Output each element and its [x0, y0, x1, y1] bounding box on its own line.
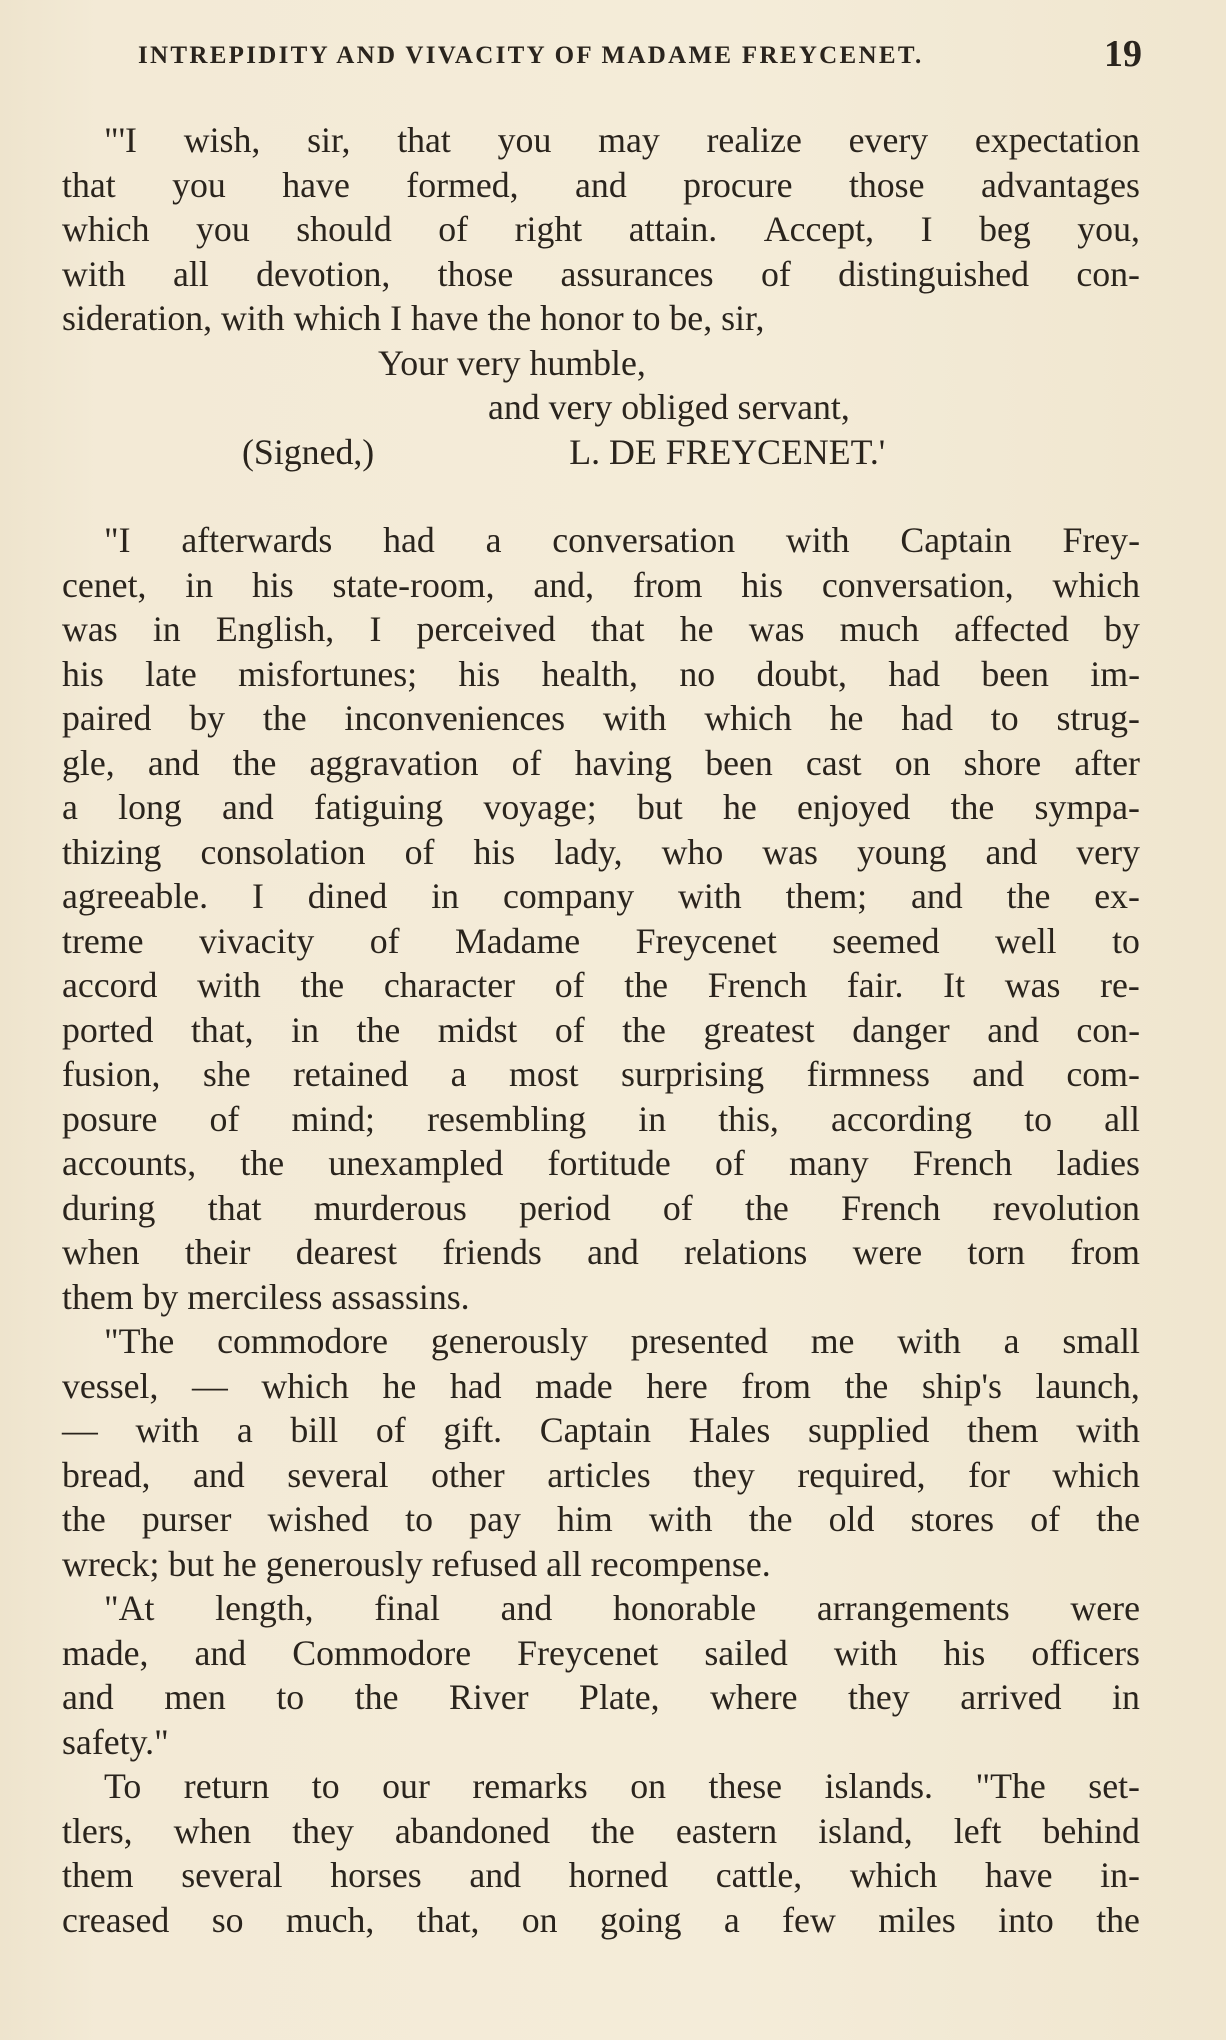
text-line: fusion, she retained a most surprising firmness and com- — [62, 1054, 1140, 1094]
letter-line: "'I wish, sir, that you may realize every expectation — [104, 120, 1140, 160]
text-line: the purser wished to pay him with the old stores of the — [62, 1499, 1140, 1539]
text-line: "At length, final and honorable arrangements were — [104, 1588, 1140, 1628]
text-line: "The commodore generously presented me with a small — [104, 1321, 1140, 1361]
signed-label: (Signed,) — [242, 431, 375, 472]
letter-excerpt — [62, 118, 1140, 474]
paragraph — [62, 1764, 1140, 1942]
page-number: 19 — [1104, 33, 1142, 75]
letter-closing: and very obliged servant, — [488, 387, 850, 427]
text-line: and men to the River Plate, where they arrived in — [62, 1677, 1140, 1717]
text-line: "I afterwards had a conversation with Captain Frey- — [104, 520, 1140, 560]
text-line: posure of mind; resembling in this, according to all — [62, 1098, 1140, 1139]
text-line: them by merciless assassins. — [62, 1276, 470, 1317]
text-line: paired by the inconveniences with which he had to strug- — [62, 698, 1140, 738]
text-line: them several horses and horned cattle, which have in- — [62, 1855, 1140, 1895]
text-line: agreeable. I dined in company with them; and the ex- — [62, 876, 1140, 916]
letter-line: sideration, with which I have the honor to be, sir, — [62, 298, 765, 338]
letter-closing: Your very humble, — [378, 342, 646, 383]
signature-name: L. DE FREYCENET.' — [569, 431, 886, 472]
text-line: a long and fatiguing voyage; but he enjoyed the sympa- — [62, 787, 1140, 827]
text-line: vessel, — which he had made here from the ship's launch, — [62, 1365, 1140, 1406]
page-body — [62, 118, 1140, 1942]
text-line: creased so much, that, on going a few miles into the — [62, 1899, 1140, 1940]
letter-line: that you have formed, and procure those advantages — [62, 164, 1140, 205]
text-line: cenet, in his state-room, and, from his conversation, which — [62, 564, 1140, 605]
text-line: gle, and the aggravation of having been cast on shore after — [62, 742, 1140, 783]
text-line: — with a bill of gift. Captain Hales supplied them with — [62, 1410, 1140, 1450]
paragraph — [62, 518, 1140, 1319]
text-line: To return to our remarks on these islands. "The set- — [104, 1766, 1140, 1806]
paragraph — [62, 1586, 1140, 1764]
text-line: when their dearest friends and relations were torn from — [62, 1232, 1140, 1272]
text-line: treme vivacity of Madame Freycenet seemed well to — [62, 920, 1140, 961]
text-line: made, and Commodore Freycenet sailed with his officers — [62, 1632, 1140, 1673]
page-header — [138, 28, 1142, 78]
text-line: safety." — [62, 1721, 169, 1762]
text-line: wreck; but he generously refused all recompense. — [62, 1543, 771, 1584]
letter-line: with all devotion, those assurances of distinguished con- — [62, 253, 1140, 294]
running-title: INTREPIDITY AND VIVACITY OF MADAME FREYCENET. — [138, 42, 924, 69]
paragraph — [62, 1319, 1140, 1586]
text-line: thizing consolation of his lady, who was young and very — [62, 831, 1140, 872]
text-line: his late misfortunes; his health, no doubt, had been im- — [62, 653, 1140, 694]
text-line: was in English, I perceived that he was much affected by — [62, 609, 1140, 649]
letter-line: which you should of right attain. Accept, I beg you, — [62, 209, 1140, 249]
letter-signature-line — [62, 430, 1140, 475]
text-line: ported that, in the midst of the greatest danger and con- — [62, 1009, 1140, 1050]
text-line: accord with the character of the French fair. It was re- — [62, 965, 1140, 1005]
text-line: bread, and several other articles they required, for which — [62, 1454, 1140, 1495]
text-line: accounts, the unexampled fortitude of many French ladies — [62, 1143, 1140, 1183]
text-line: tlers, when they abandoned the eastern island, left behind — [62, 1810, 1140, 1851]
text-line: during that murderous period of the French revolution — [62, 1187, 1140, 1228]
